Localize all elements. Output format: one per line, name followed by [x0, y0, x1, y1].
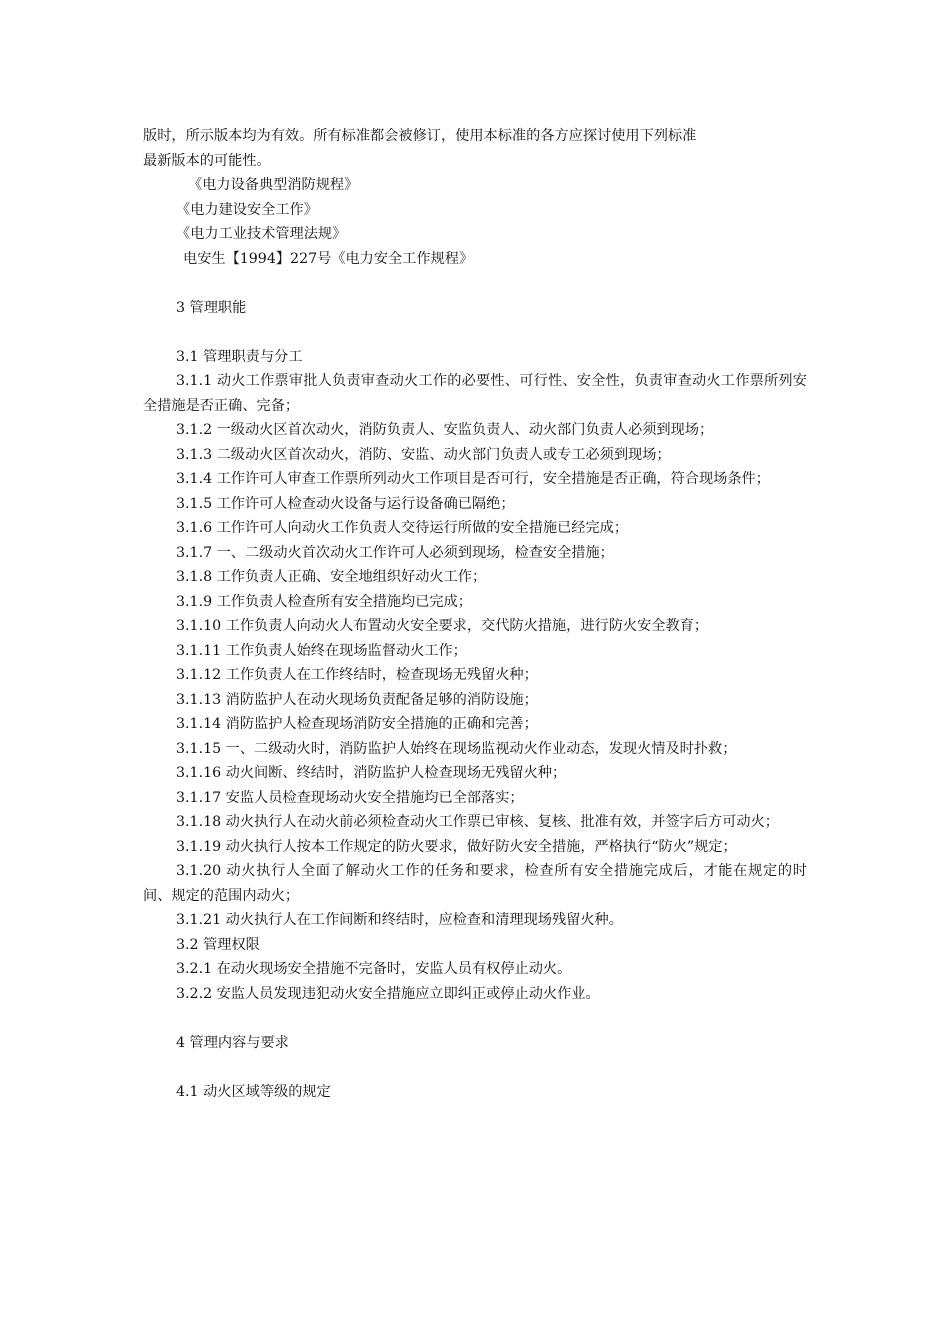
duty-item: 3.1.16 动火间断、终结时，消防监护人检查现场无残留火种；	[176, 765, 567, 781]
section-3-heading: 3 管理职能	[176, 299, 247, 316]
intro-line-2: 最新版本的可能性。	[143, 152, 271, 169]
duty-item: 3.1.7 一、二级动火首次动火工作许可人必须到现场，检查安全措施；	[176, 544, 614, 561]
duty-item: 3.1.18 动火执行人在动火前必须检查动火工作票已审核、复核、批准有效，并签字后方可动火；	[176, 814, 779, 830]
reference-item: 《电力工业技术管理法规》	[176, 226, 347, 242]
duty-item: 3.1.12 工作负责人在工作终结时，检查现场无残留火种；	[176, 667, 538, 683]
section-3-2-heading: 3.2 管理权限	[176, 936, 260, 953]
section-3-1-heading: 3.1 管理职责与分工	[176, 348, 303, 365]
duty-item: 3.1.6 工作许可人向动火工作负责人交待运行所做的安全措施已经完成；	[176, 520, 629, 536]
spacer	[143, 1006, 807, 1031]
authority-item: 3.2.2 安监人员发现违犯动火安全措施应立即纠正或停止动火作业。	[176, 985, 600, 1002]
duty-item: 3.1.20 动火执行人全面了解动火工作的任务和要求，检查所有安全措施完成后，才能在规定的时间、规定的范围内动火；	[143, 863, 807, 904]
spacer	[143, 320, 807, 345]
reference-item: 电安生【1994】227号《电力安全工作规程》	[183, 250, 474, 267]
document-body	[143, 124, 807, 1104]
duty-item: 3.1.11 工作负责人始终在现场监督动火工作；	[176, 642, 467, 659]
duty-item: 3.1.15 一、二级动火时，消防监护人始终在现场监视动火作业动态，发现火情及时扑救；	[176, 740, 737, 757]
section-4-heading: 4 管理内容与要求	[176, 1034, 289, 1051]
duty-item: 3.1.13 消防监护人在动火现场负责配备足够的消防设施；	[176, 691, 538, 708]
duty-item: 3.1.14 消防监护人检查现场消防安全措施的正确和完善；	[176, 716, 538, 732]
reference-item: 《电力设备典型消防规程》	[188, 177, 359, 193]
duty-item: 3.1.17 安监人员检查现场动火安全措施均已全部落实；	[176, 789, 524, 806]
duty-item: 3.1.4 工作许可人审查工作票所列动火工作项目是否可行，安全措施是否正确，符合现场条件；	[176, 471, 770, 487]
duty-item: 3.1.2 一级动火区首次动火，消防负责人、安监负责人、动火部门负责人必须到现场；	[176, 422, 714, 438]
duty-item: 3.1.1 动火工作票审批人负责审查动火工作的必要性、可行性、安全性，负责审查动火工作票所列安全措施是否正确、完备；	[143, 373, 807, 414]
duty-item: 3.1.5 工作许可人检查动火设备与运行设备确已隔绝；	[176, 495, 515, 512]
duty-item: 3.1.9 工作负责人检查所有安全措施均已完成；	[176, 593, 472, 610]
duty-item: 3.1.19 动火执行人按本工作规定的防火要求，做好防火安全措施，严格执行“防火”规定；	[176, 838, 737, 855]
duty-item: 3.1.10 工作负责人向动火人布置动火安全要求，交代防火措施，进行防火安全教育；	[176, 618, 709, 634]
duty-item: 3.1.3 二级动火区首次动火，消防、安监、动火部门负责人或专工必须到现场；	[176, 446, 671, 463]
reference-item: 《电力建设安全工作》	[176, 201, 318, 218]
spacer	[143, 271, 807, 296]
authority-item: 3.2.1 在动火现场安全措施不完备时，安监人员有权停止动火。	[176, 961, 572, 977]
section-4-1-heading: 4.1 动火区域等级的规定	[176, 1083, 331, 1100]
spacer	[143, 1055, 807, 1080]
duty-item: 3.1.8 工作负责人正确、安全地组织好动火工作；	[176, 569, 487, 585]
duty-item: 3.1.21 动火执行人在工作间断和终结时，应检查和清理现场残留火种。	[176, 912, 623, 928]
intro-line-1: 版时，所示版本均为有效。所有标准都会被修订，使用本标准的各方应探讨使用下列标准	[143, 128, 697, 144]
